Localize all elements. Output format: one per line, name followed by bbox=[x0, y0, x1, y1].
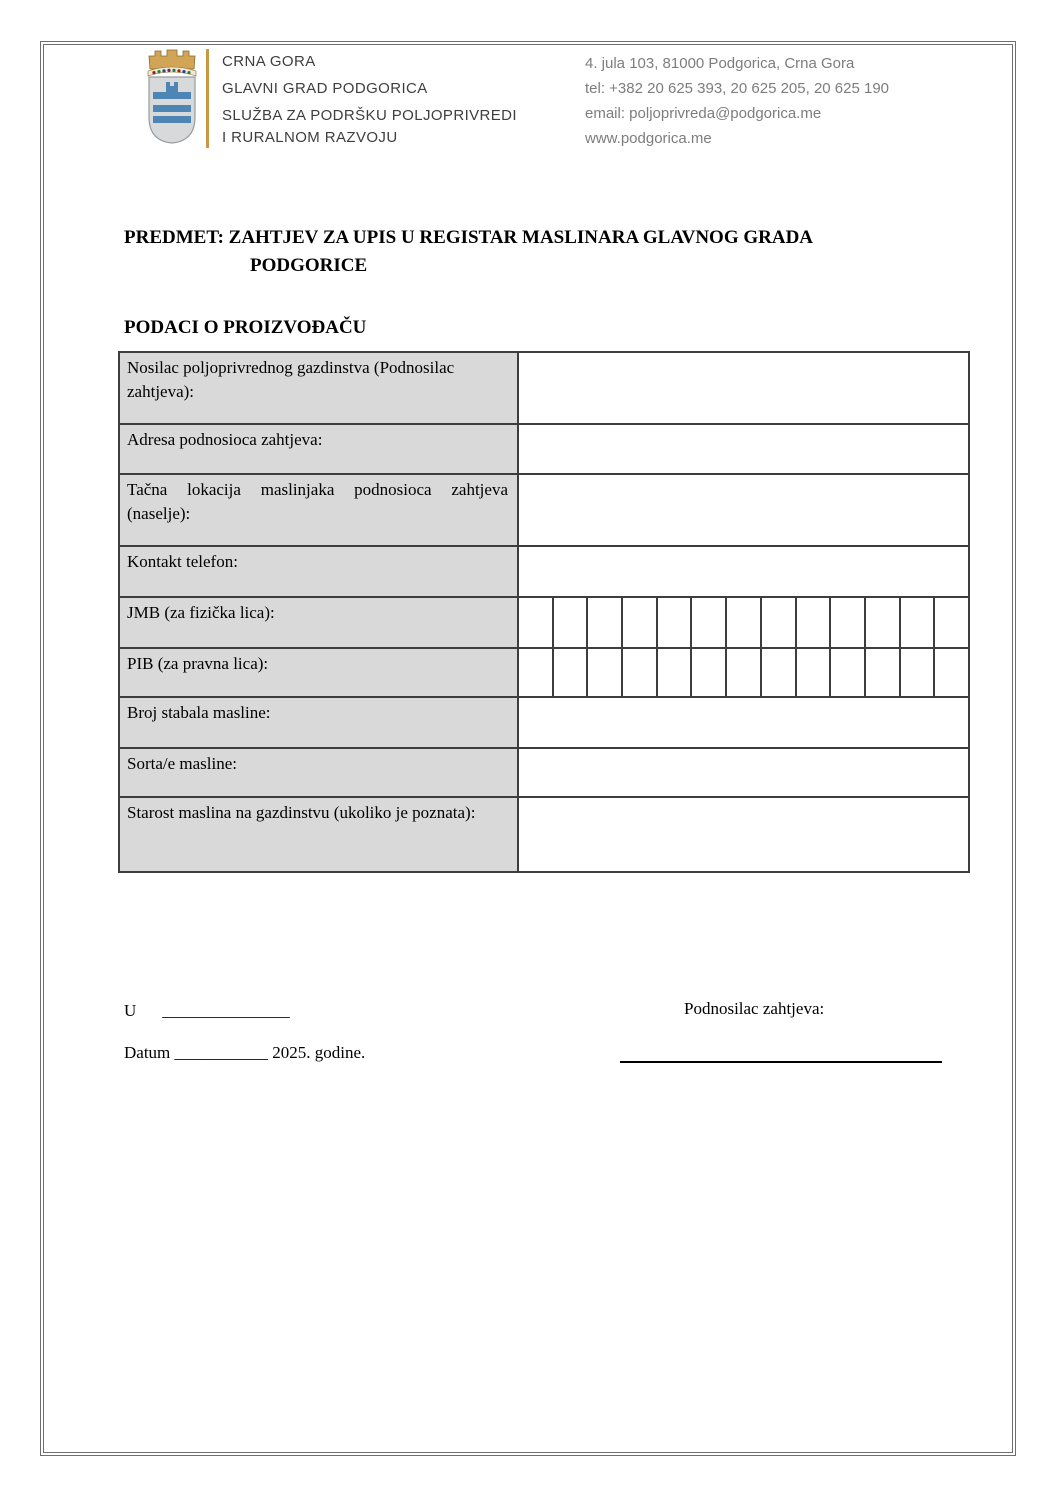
organisation-line: SLUŽBA ZA PODRŠKU POLJOPRIVREDI bbox=[222, 107, 517, 124]
table-row bbox=[119, 546, 969, 597]
place-line bbox=[124, 1001, 290, 1021]
row-value-blank bbox=[518, 797, 969, 872]
row-value-blank bbox=[518, 748, 969, 797]
row-value-digit-boxes bbox=[518, 648, 969, 697]
table-row bbox=[119, 797, 969, 872]
digit-cell bbox=[623, 598, 658, 647]
digit-cell bbox=[658, 649, 693, 696]
row-label: Broj stabala masline: bbox=[119, 697, 518, 748]
digit-cell bbox=[762, 598, 797, 647]
digit-cell bbox=[658, 598, 693, 647]
organisation-line: CRNA GORA bbox=[222, 53, 316, 70]
contact-line: email: poljoprivreda@podgorica.me bbox=[585, 105, 822, 122]
organisation-line: I RURALNOM RAZVOJU bbox=[222, 129, 398, 146]
row-label: Sorta/e masline: bbox=[119, 748, 518, 797]
digit-cell bbox=[866, 649, 901, 696]
table-row bbox=[119, 748, 969, 797]
signature-line bbox=[620, 1040, 942, 1063]
digit-cell bbox=[866, 598, 901, 647]
digit-cell bbox=[831, 598, 866, 647]
row-label: PIB (za pravna lica): bbox=[119, 648, 518, 697]
contact-line: 4. jula 103, 81000 Podgorica, Crna Gora bbox=[585, 55, 855, 72]
digit-cell bbox=[623, 649, 658, 696]
digit-cell bbox=[901, 649, 936, 696]
producer-data-table bbox=[118, 351, 970, 873]
place-blank-line: _______________ bbox=[162, 1001, 290, 1020]
crown-shape bbox=[149, 50, 195, 69]
digit-cell bbox=[762, 649, 797, 696]
row-value-blank bbox=[518, 697, 969, 748]
digit-cell bbox=[554, 598, 589, 647]
digit-cell bbox=[901, 598, 936, 647]
row-label: JMB (za fizička lica): bbox=[119, 597, 518, 648]
row-value-blank bbox=[518, 352, 969, 424]
row-label: Tačna lokacija maslinjaka podnosioca zahtjeva (naselje): bbox=[119, 474, 518, 546]
digit-cell bbox=[935, 598, 968, 647]
digit-cell bbox=[797, 598, 832, 647]
row-value-digit-boxes bbox=[518, 597, 969, 648]
document-title bbox=[124, 224, 934, 280]
contact-block bbox=[585, 51, 945, 151]
table-row bbox=[119, 697, 969, 748]
table-row bbox=[119, 424, 969, 474]
digit-cell bbox=[692, 598, 727, 647]
digit-grid bbox=[519, 598, 968, 647]
digit-cell bbox=[935, 649, 968, 696]
digit-cell bbox=[797, 649, 832, 696]
contact-line: www.podgorica.me bbox=[585, 130, 712, 147]
row-label: Nosilac poljoprivrednog gazdinstva (Podnosilac zahtjeva): bbox=[119, 352, 518, 424]
table-row bbox=[119, 474, 969, 546]
table-row bbox=[119, 352, 969, 424]
digit-grid bbox=[519, 649, 968, 696]
signer-label: Podnosilac zahtjeva: bbox=[684, 999, 825, 1018]
date-line: Datum ___________ 2025. godine. bbox=[124, 1043, 366, 1062]
header-divider bbox=[206, 49, 209, 148]
digit-cell bbox=[519, 649, 554, 696]
row-label: Starost maslina na gazdinstvu (ukoliko je poznata): bbox=[119, 797, 518, 872]
row-value-blank bbox=[518, 424, 969, 474]
digit-cell bbox=[727, 598, 762, 647]
digit-cell bbox=[519, 598, 554, 647]
digit-cell bbox=[692, 649, 727, 696]
document-title-line2: PODGORICE bbox=[250, 255, 368, 276]
contact-line: tel: +382 20 625 393, 20 625 205, 20 625 190 bbox=[585, 80, 890, 97]
document-title-line1: PREDMET: ZAHTJEV ZA UPIS U REGISTAR MASLINARA GLAVNOG GRADA bbox=[124, 227, 814, 248]
digit-cell bbox=[727, 649, 762, 696]
row-value-blank bbox=[518, 474, 969, 546]
table-row bbox=[119, 597, 969, 648]
row-label: Kontakt telefon: bbox=[119, 546, 518, 597]
coat-of-arms-podgorica bbox=[142, 47, 202, 149]
digit-cell bbox=[588, 598, 623, 647]
row-value-blank bbox=[518, 546, 969, 597]
organisation-line: GLAVNI GRAD PODGORICA bbox=[222, 80, 428, 97]
section-heading: PODACI O PROIZVOĐAČU bbox=[124, 317, 367, 338]
digit-cell bbox=[554, 649, 589, 696]
coat-of-arms-icon bbox=[142, 47, 202, 149]
table-row bbox=[119, 648, 969, 697]
digit-cell bbox=[831, 649, 866, 696]
place-label: U bbox=[124, 1001, 137, 1020]
digit-cell bbox=[588, 649, 623, 696]
organisation-block bbox=[222, 51, 562, 154]
row-label: Adresa podnosioca zahtjeva: bbox=[119, 424, 518, 474]
